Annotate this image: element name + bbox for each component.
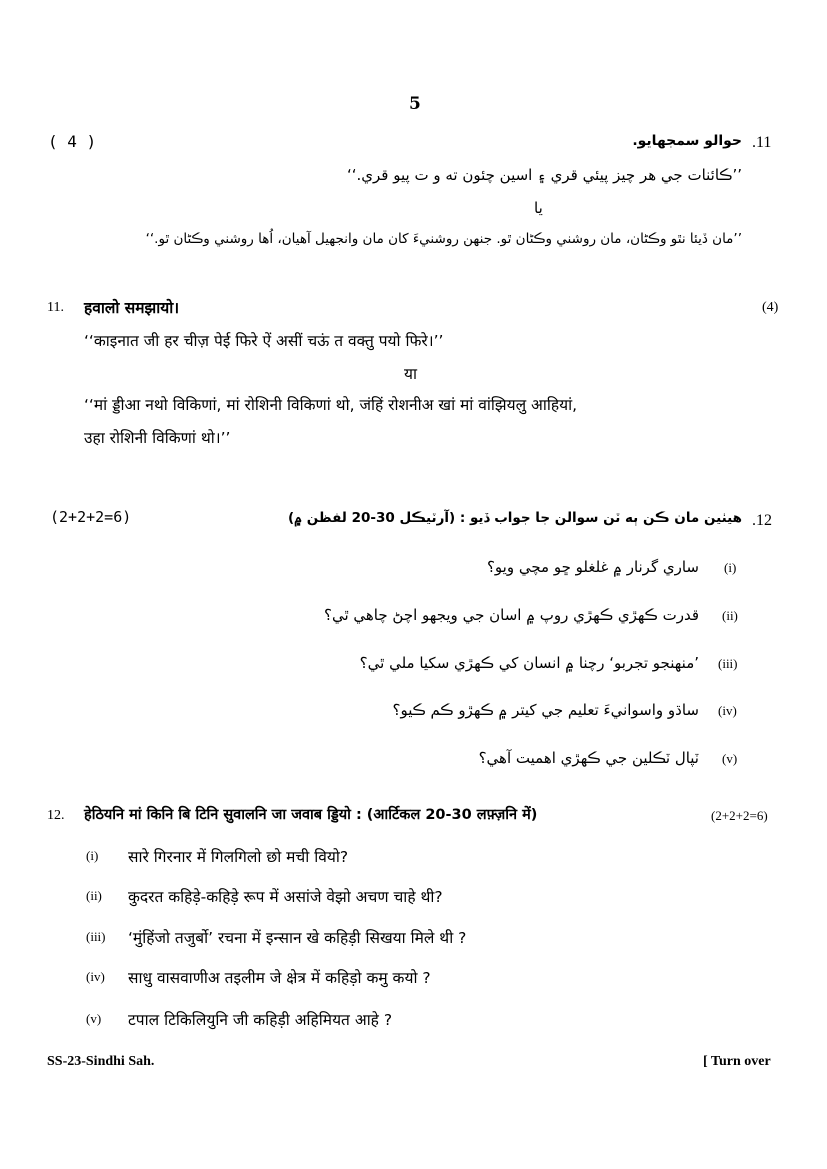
q12-number: 12. — [47, 808, 65, 823]
q12-sindhi-item-1-num: (i) — [724, 560, 737, 575]
q11-sindhi-title: حوالو سمجهايو. — [632, 133, 742, 149]
q12-sindhi-title: هيٺين مان ڪن ٻه ٽن سوالن جا جواب ڏيو : (آرٽيڪل 30-20 لفظن ۾) — [288, 510, 742, 526]
q11-sindhi-marks: ( 4 ) — [48, 132, 97, 151]
q12-title: हेठियनि मां किनि बि टिनि सुवालनि जा जवाब ड्डियो : (आर्टिकल 20-30 लफ़्ज़नि में) — [84, 807, 538, 823]
q11-sindhi-or: يا — [534, 199, 543, 217]
q11-or: या — [404, 365, 418, 383]
q12-item-4-num: (iv) — [86, 969, 105, 984]
q12-item-3-num: (iii) — [86, 929, 106, 944]
q12-sindhi-item-5-text: ٽپال ٽڪلين جي ڪهڙي اهميت آهي؟ — [478, 749, 699, 767]
footer-paper-code: SS-23-Sindhi Sah. — [47, 1054, 155, 1069]
q11-quote-2-line-1: ‘‘मां ड्डीआ नथो विकिणां, मां रोशिनी विकिणां थो, जंहिं रोशनीअ खां मां वांझियलु आहियां, — [84, 396, 578, 414]
q11-title: हवालो समझायो। — [84, 299, 180, 317]
q12-sindhi-item-4-text: ساڌو واسوانيءَ تعليم جي کيتر ۾ ڪهڙو ڪم ڪيو؟ — [392, 701, 699, 719]
q12-item-5-num: (v) — [86, 1011, 102, 1026]
q12-item-3-text: ‘मुंहिंजो तजुर्बो’ रचना में इन्सान खे कहिड़ी सिखया मिले थी ? — [128, 929, 467, 947]
q12-sindhi-item-2-text: قدرت ڪهڙي ڪهڙي روپ ۾ اسان جي ويجهو اچڻ چاهي ٿي؟ — [323, 606, 699, 624]
q12-item-5-text: टपाल टिकिलियुनि जी कहिड़ी अहिमियत आहे ? — [128, 1011, 393, 1029]
q12-sindhi-item-5-num: (v) — [722, 751, 738, 766]
q11-marks: (4) — [762, 300, 779, 315]
q12-marks: (2+2+2=6) — [711, 808, 768, 823]
q12-sindhi-item-2-num: (ii) — [722, 608, 738, 623]
q12-sindhi-item-1-text: ساري گرنار ۾ غلغلو ڇو مچي ويو؟ — [486, 558, 699, 576]
q12-item-1-text: सारे गिरनार में गिलगिलो छो मची वियो? — [128, 848, 349, 866]
q12-item-2-text: कुदरत कहिड़े-कहिड़े रूप में असांजे वेझो अचण चाहे थी? — [128, 888, 443, 906]
q11-sindhi-quote-1: ’’ڪائنات جي هر چيز پيئي قري ۽ اسين چئون ته و ت پيو قري.‘‘ — [346, 166, 742, 184]
page-number: 5 — [409, 94, 421, 114]
q11-quote-1: ‘‘काइनात जी हर चीज़ पेई फिरे ऐं असीं चऊं त वक्तु पयो फिरे।’’ — [84, 332, 444, 350]
q12-sindhi-item-3-text: ’منهنجو تجربو‘ رچنا ۾ انسان کي ڪهڙي سکيا ملي ٿي؟ — [359, 654, 699, 672]
q11-sindhi-number: .11 — [752, 134, 772, 151]
q11-sindhi-quote-2: ’’مان ڏيئا نٿو وڪڻان، مان روشني وڪڻان ٿو. جنهن روشنيءَ کان مان وانجهيل آهيان، اُها روشني وڪڻان ٿو.‘‘ — [145, 231, 742, 247]
q12-sindhi-item-4-num: (iv) — [718, 703, 737, 718]
q12-item-1-num: (i) — [86, 848, 99, 863]
q12-sindhi-number: .12 — [752, 512, 772, 529]
q12-item-2-num: (ii) — [86, 888, 102, 903]
q12-sindhi-marks: (2+2+2=6) — [50, 508, 132, 526]
q11-number: 11. — [47, 300, 64, 315]
q12-sindhi-item-3-num: (iii) — [718, 656, 738, 671]
q12-item-4-text: साधु वासवाणीअ तइलीम जे क्षेत्र में कहिड़ो कमु कयो ? — [128, 969, 431, 987]
q11-quote-2-line-2: उहा रोशिनी विकिणां थो।’’ — [84, 429, 231, 447]
footer-turn-over: [ Turn over — [703, 1054, 771, 1069]
